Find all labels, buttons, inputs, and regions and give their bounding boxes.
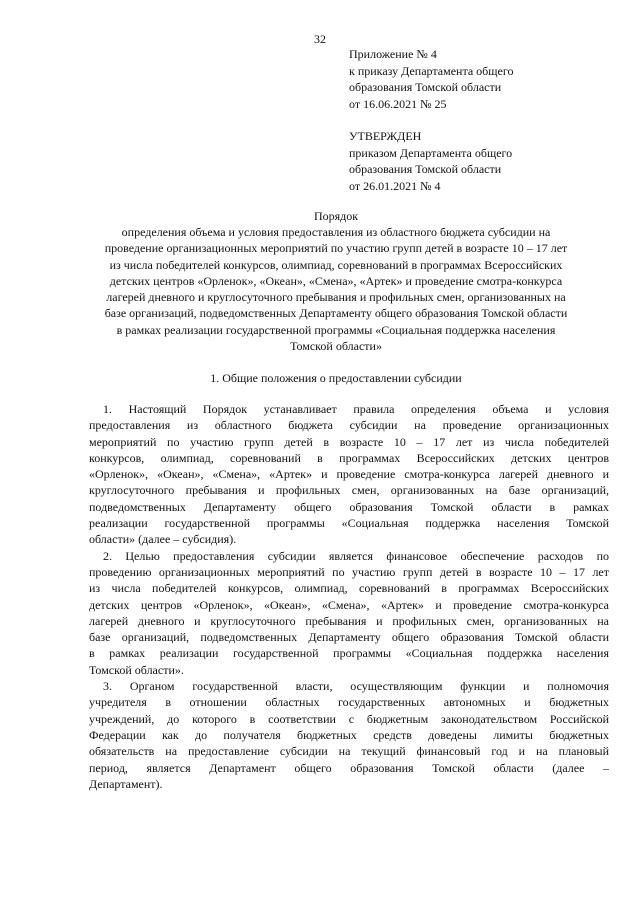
title-line: базе организаций, подведомственных Департаменту общего образования Томской области <box>104 306 568 321</box>
appendix-line: к приказу Департамента общего <box>349 63 514 78</box>
approval-line: УТВЕРЖДЕН <box>349 129 422 143</box>
paragraph-line: лагерей дневного и круглосуточного пребывания и профильных смен, организованных на <box>89 613 609 628</box>
appendix-block <box>349 46 513 112</box>
paragraph-1 <box>89 401 609 548</box>
paragraph-line: Федерации как до получателя бюджетных средств доведены лимиты бюджетных <box>89 727 609 742</box>
title-line: в рамках реализации государственной программы «Социальная поддержка населения <box>116 322 556 337</box>
document-title: Порядок <box>313 209 359 223</box>
paragraph-line: круглосуточного пребывания и профильных смен, организованных на базе организаций, <box>89 483 609 498</box>
paragraph-line: области» (далее – субсидия). <box>89 532 237 547</box>
paragraph-line: период, является Департамент общего образования Томской области (далее – <box>89 760 609 775</box>
paragraph-line: проведению организационных мероприятий по участию групп детей в возрасте 10 – 17 лет <box>89 564 609 579</box>
paragraph-line: реализации государственной программы «Социальная поддержка населения Томской <box>89 516 609 531</box>
title-description <box>64 224 608 354</box>
appendix-line: Приложение № 4 <box>349 47 437 61</box>
title-line: проведение организационных мероприятий по участию групп детей в возрасте 10 – 17 лет <box>104 241 568 256</box>
title-line: из числа победителей конкурсов, олимпиад, соревнований в программах Всероссийских <box>109 257 563 272</box>
title-line: лагерей дневного и круглосуточного пребывания и профильных смен, организованных на <box>106 290 566 305</box>
approval-line: от 26.01.2021 № 4 <box>349 178 441 193</box>
paragraph-line: обязательств на предоставление субсидии на текущий финансовый год и на плановый <box>89 744 609 759</box>
paragraph-line: предоставления из областного бюджета субсидии на проведение организационных <box>89 418 609 433</box>
paragraph-line: 1. Настоящий Порядок устанавливает правила определения объема и условия <box>103 402 609 416</box>
approval-block <box>349 128 512 194</box>
section-body <box>89 401 609 792</box>
paragraph-3 <box>89 678 609 792</box>
appendix-line: образования Томской области <box>349 80 502 95</box>
paragraph-line: из числа победителей конкурсов, олимпиад, соревнований в программах Всероссийских <box>89 581 609 596</box>
title-line: определения объема и условия предоставления из областного бюджета субсидии на <box>121 225 551 239</box>
appendix-line: от 16.06.2021 № 25 <box>349 96 447 111</box>
paragraph-line: 2. Целью предоставления субсидии является финансовое обеспечение расходов по <box>103 548 609 563</box>
paragraph-line: базе организаций, подведомственных Департаменту общего образования Томской области <box>89 630 609 645</box>
paragraph-line: подведомственных Департаменту общего образования Томской области в рамках <box>89 499 609 514</box>
section-heading: 1. Общие положения о предоставлении субсидии <box>210 371 462 385</box>
paragraph-line: 3. Органом государственной власти, осуществляющим функции и полномочия <box>103 679 609 694</box>
approval-line: образования Томской области <box>349 162 502 177</box>
approval-line: приказом Департамента общего <box>349 145 513 160</box>
page-number: 32 <box>314 32 326 46</box>
paragraph-2 <box>89 548 609 678</box>
title-line: Томской области» <box>290 339 382 354</box>
paragraph-line: Департамент). <box>89 776 163 791</box>
paragraph-line: «Орленок», «Океан», «Смена», «Артек» и проведение смотра-конкурса лагерей дневного и <box>89 467 609 482</box>
paragraph-line: учредителя в отношении областных государственных автономных и бюджетных <box>89 695 609 710</box>
paragraph-line: конкурсов, олимпиад, соревнований в программах Всероссийских детских центров <box>89 450 609 465</box>
title-line: детских центров «Орленок», «Океан», «Смена», «Артек» и проведение смотра-конкурса <box>109 273 563 288</box>
paragraph-line: учреждений, до которого в соответствии с бюджетным законодательством Российской <box>89 711 609 726</box>
paragraph-line: Томской области». <box>89 662 184 677</box>
paragraph-line: детских центров «Орленок», «Океан», «Смена», «Артек» и проведение смотра-конкурса <box>89 597 609 612</box>
paragraph-line: мероприятий по участию групп детей в возрасте 10 – 17 лет из числа победителей <box>89 434 609 449</box>
paragraph-line: в рамках реализации государственной программы «Социальная поддержка населения <box>89 646 609 661</box>
